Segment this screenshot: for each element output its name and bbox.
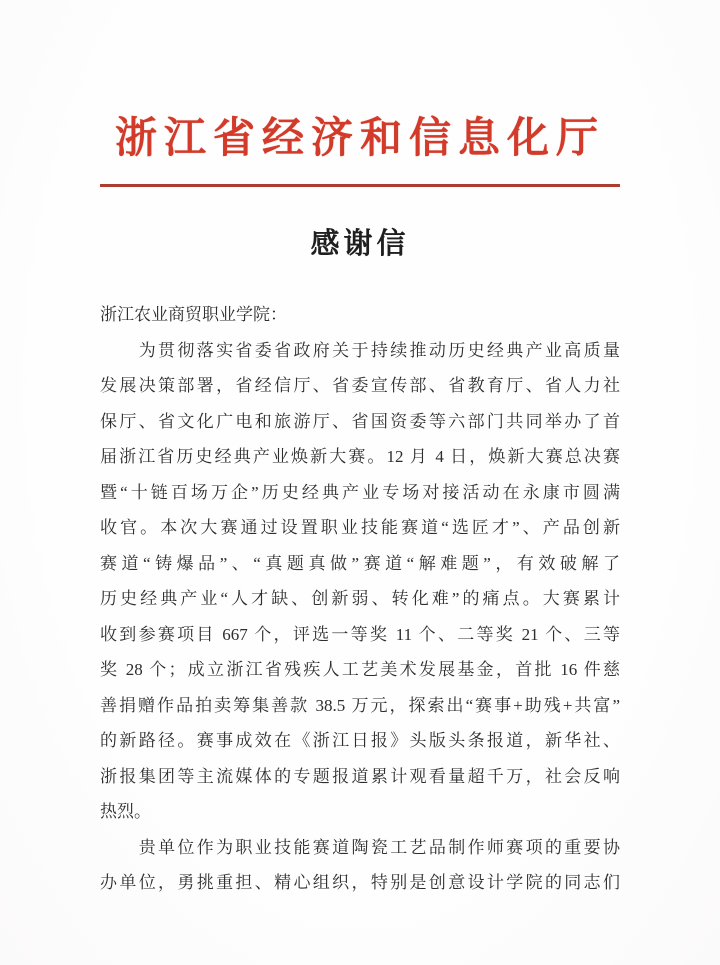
body-line: 奖 28 个；成立浙江省残疾人工艺美术发展基金，首批 16 件慈 [100,660,620,679]
body-line: 办单位，勇挑重担、精心组织，特别是创意设计学院的同志们 [100,873,620,892]
body-line: 历史经典产业“人才缺、创新弱、转化难”的痛点。大赛累计 [100,589,620,608]
letter-title: 感谢信 [310,228,410,260]
body-line: 贵单位作为职业技能赛道陶瓷工艺品制作师赛项的重要协 [100,837,620,857]
paragraph-end-line: 热烈。 [100,802,151,821]
body-line: 赛道“铸爆品”、“真题真做”赛道“解难题”，有效破解了 [100,553,620,573]
body-line: 保厅、省文化广电和旅游厅、省国资委等六部门共同举办了首 [100,411,620,431]
body-line: 为贯彻落实省委省政府关于持续推动历史经典产业高质量 [100,340,620,360]
body-line: 收到参赛项目 667 个，评选一等奖 11 个、二等奖 21 个、三等 [100,624,620,644]
body-line: 收官。本次大赛通过设置职业技能赛道“选匠才”、产品创新 [100,518,620,537]
body-line: 暨“十链百场万企”历史经典产业专场对接活动在永康市圆满 [100,482,620,502]
body-line: 善捐赠作品拍卖筹集善款 38.5 万元，探索出“赛事+助残+共富” [100,695,620,715]
body-line: 浙报集团等主流媒体的专题报道累计观看量超千万，社会反响 [100,766,620,786]
body-line: 发展决策部署，省经信厅、省委宣传部、省教育厅、省人力社 [100,376,620,395]
salutation: 浙江农业商贸职业学院： [100,305,287,324]
body-line: 届浙江省历史经典产业焕新大赛。12 月 4 日，焕新大赛总决赛 [100,447,620,466]
body-line: 的新路径。赛事成效在《浙江日报》头版头条报道，新华社、 [100,731,620,750]
letterhead-divider [100,184,620,187]
letterhead-org-name: 浙江省经济和信息化厅 [114,116,605,162]
letter-body [100,297,620,901]
